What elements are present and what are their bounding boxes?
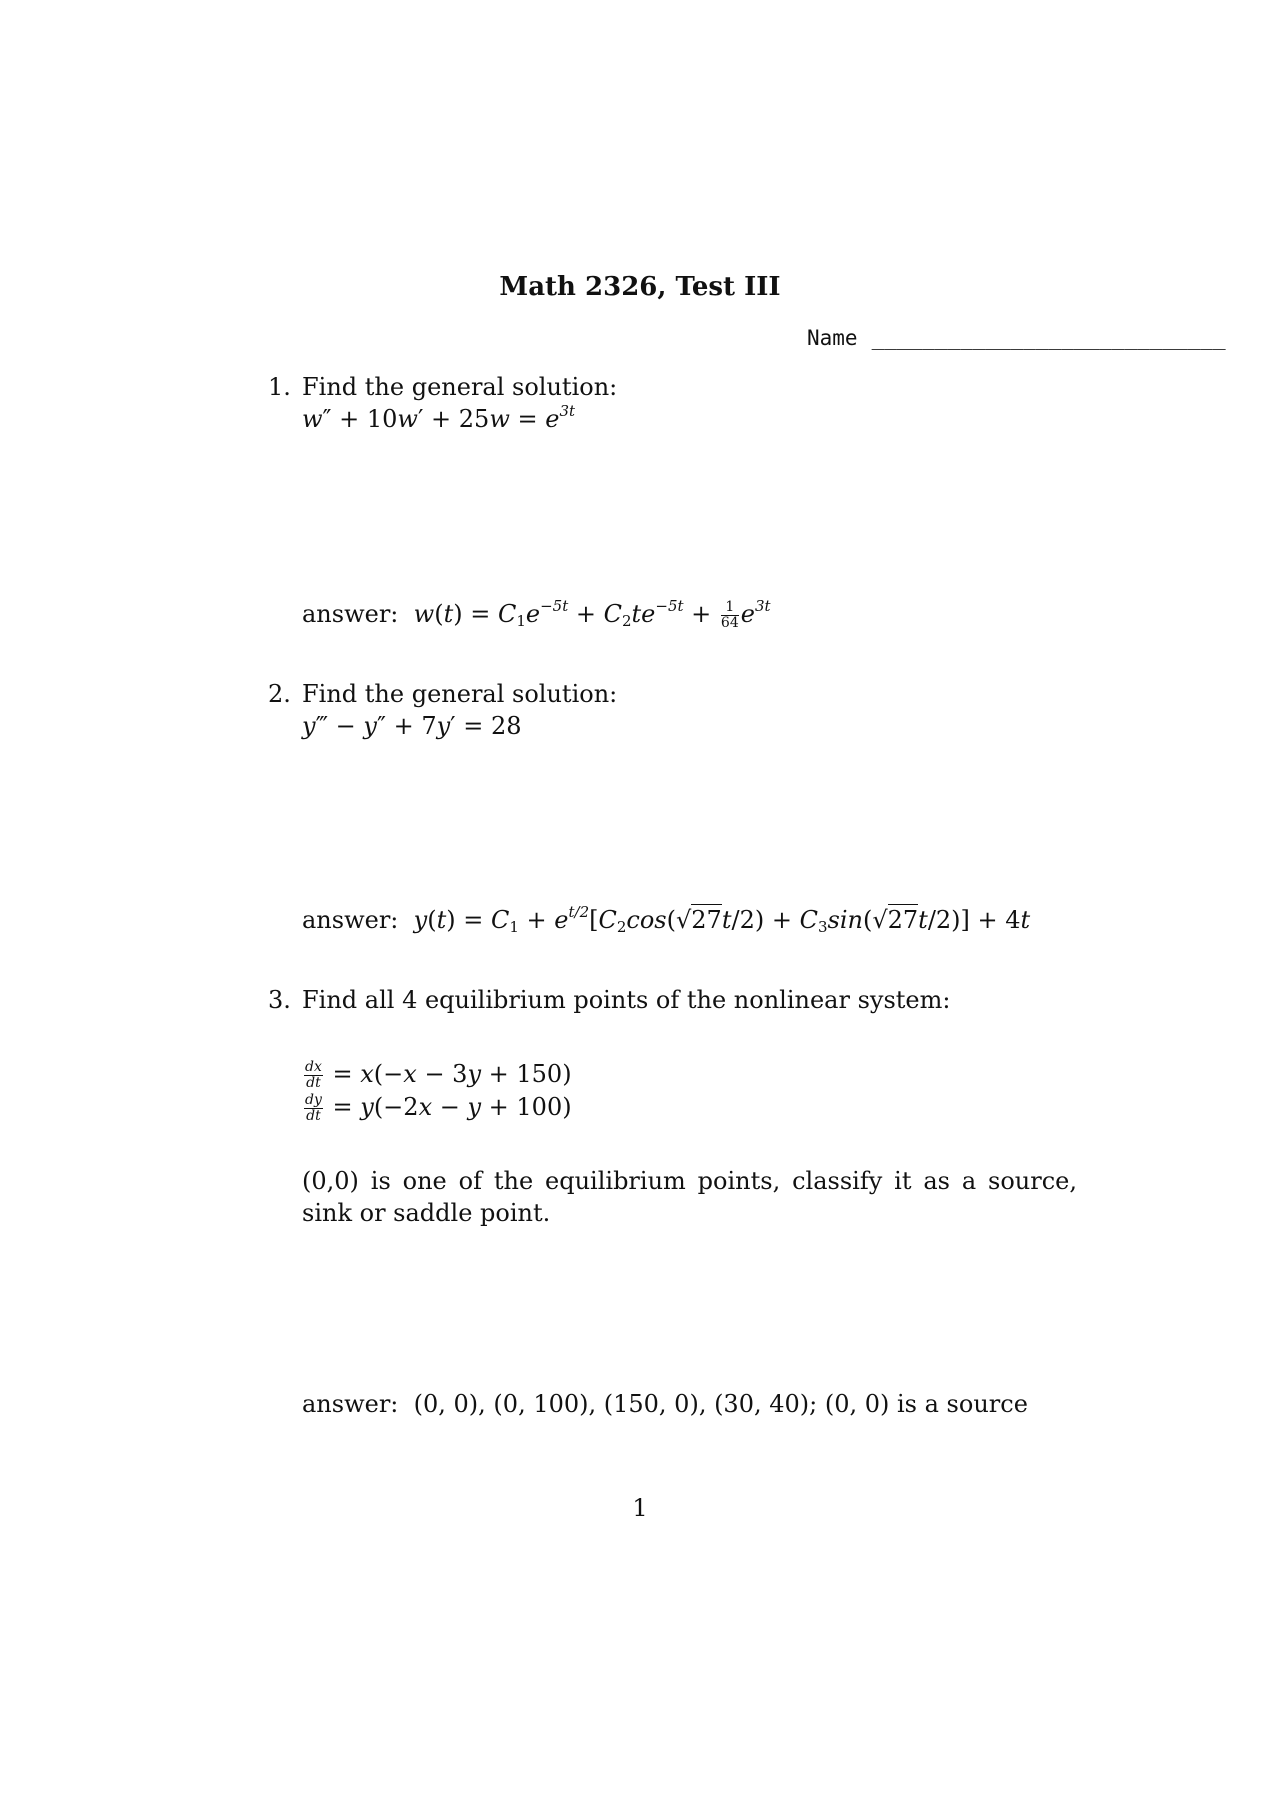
- problem-3-prompt: Find all 4 equilibrium points of the nonlinear system:: [302, 986, 951, 1014]
- problem-1-answer-label: answer:: [302, 600, 399, 628]
- problem-1-answer: answer: $w(t) = C1e^{-5t} + C2te^{-5t}$ + $\frac{1}{64}$ $e^{3t}$: [302, 596, 771, 631]
- problem-3-answer-label: answer:: [302, 1390, 399, 1418]
- problem-2-answer: answer: $y(t) = C1 + e^{t/2}[C2\cos(√27t/2) + C3\sin(√27t/2)] + 4t$: [302, 902, 1031, 936]
- problem-1-prompt: Find the general solution:: [302, 373, 618, 401]
- page-number: 1: [632, 1494, 648, 1522]
- name-label: Name: [807, 326, 858, 350]
- problem-2-equation: y‴ − y″ + 7y′ = 28: [302, 712, 522, 740]
- name-blank: ____________________________: [871, 326, 1226, 350]
- problem-1-number: 1.: [268, 373, 291, 401]
- system-equation-1: $\frac{dx}{dt}$ = x(−x − 3y + 150): [305, 1059, 572, 1091]
- problem-3-number: 3.: [268, 986, 291, 1014]
- problem-2-answer-label: answer:: [302, 906, 399, 934]
- page-title: Math 2326, Test III: [499, 272, 781, 302]
- problem-1-equation: $w'' + 10w' + 25w = e^{3t}$: [302, 401, 576, 433]
- name-field-line: [807, 326, 1226, 350]
- problem-3-instruction: (0,0) is one of the equilibrium points, classify it as a source, sink or saddle point.: [302, 1167, 1077, 1227]
- problem-2-number: 2.: [268, 680, 291, 708]
- system-equation-2: $\frac{dy}{dt}$ = y(−2x − y + 100): [305, 1092, 572, 1124]
- problem-2-prompt: Find the general solution:: [302, 680, 618, 708]
- problem-3-answer: answer: (0, 0), (0, 100), (150, 0), (30, 40); (0, 0) is a source: [302, 1390, 1028, 1418]
